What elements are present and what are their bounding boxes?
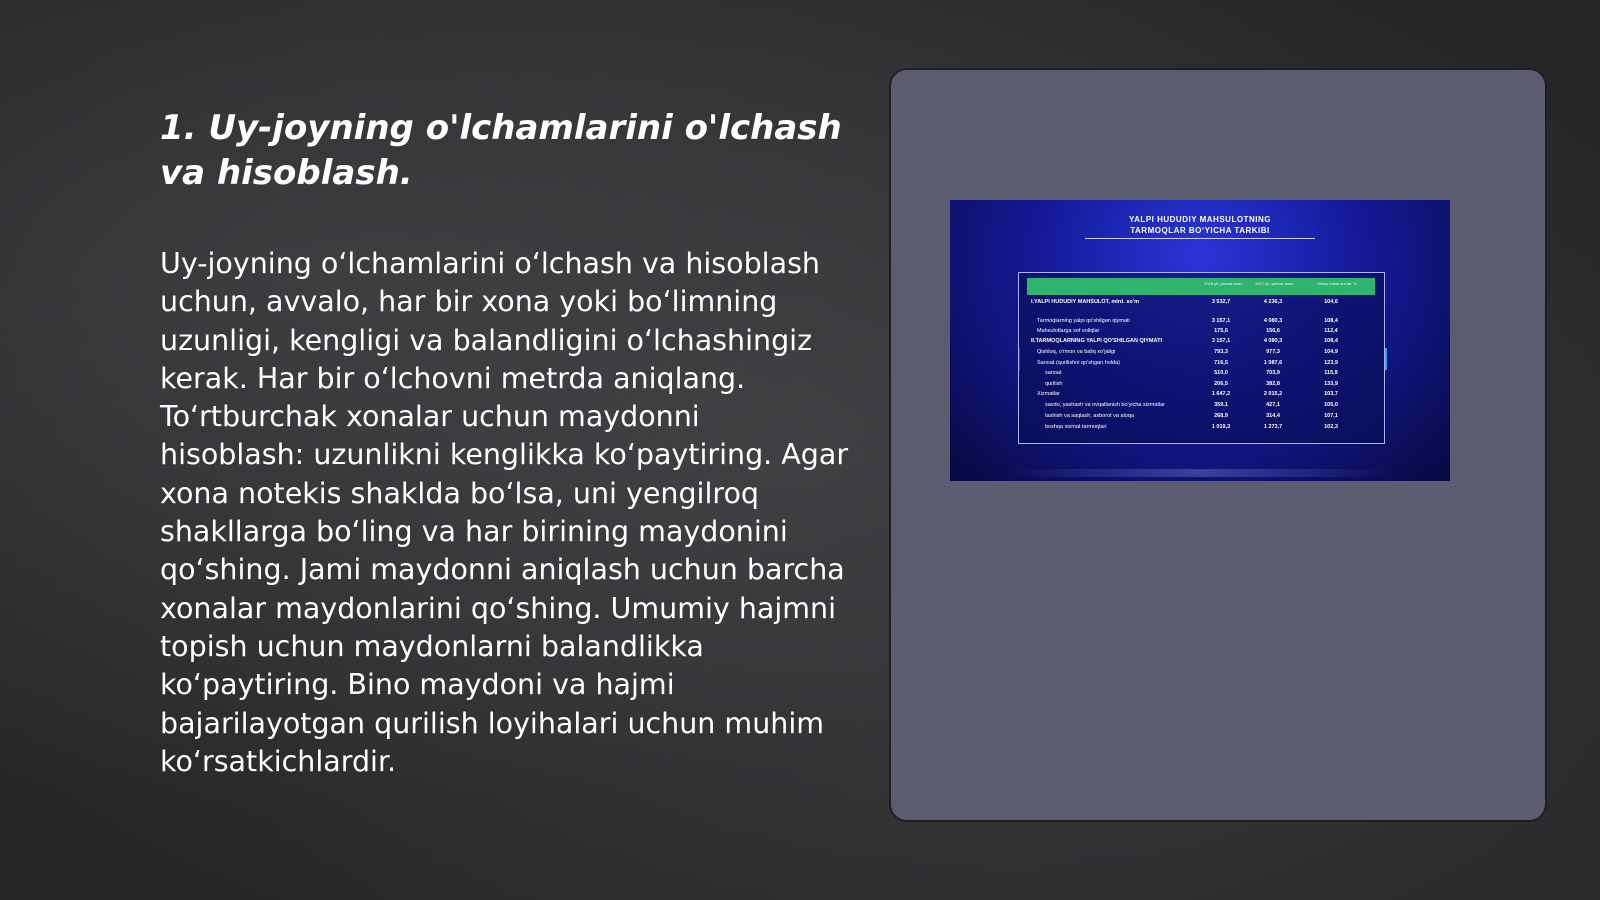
table-row <box>1031 360 1376 370</box>
row-value: 108,4 <box>1324 338 1338 344</box>
table-row <box>1031 402 1376 412</box>
row-value: 102,3 <box>1324 424 1338 430</box>
row-value: 3 157,1 <box>1211 318 1231 324</box>
row-value: 103,7 <box>1324 391 1338 397</box>
row-value: 510,0 <box>1214 370 1228 376</box>
row-value: 716,5 <box>1214 360 1228 366</box>
row-value: 4 080,3 <box>1263 318 1283 324</box>
row-value: 268,9 <box>1214 413 1228 419</box>
table-row <box>1031 424 1376 434</box>
row-value: 977,3 <box>1266 349 1280 355</box>
table-row <box>1031 413 1376 423</box>
column-header: 2016-yil, yanvar-mart <box>1204 281 1242 286</box>
row-label: qurilish <box>1045 381 1063 387</box>
row-label: Sanoat (qurilishni qo'shgan holda) <box>1037 360 1120 366</box>
row-label: Xizmatlar <box>1037 391 1060 397</box>
row-value: 703,9 <box>1266 370 1280 376</box>
row-value: 793,3 <box>1214 349 1228 355</box>
row-value: 105,0 <box>1324 402 1338 408</box>
slide-body-text: Uy-joyning o‘lchamlarini o‘lchash va hisoblash uchun, avvalo, har bir xona yoki bo‘limning uzunligi, kengligi va balandligini o‘lchashingiz kerak. Har bir o‘lchovni metrda aniqlang. To‘rtburchak xonalar uchun maydonni hisoblash: uzunlikni kenglikka ko‘paytiring. Agar xona notekis shaklda bo‘lsa, uni yengilroq shakllarga bo‘ling va har birining maydonini qo‘shing. Jami maydonni aniqlash uchun barcha xonalar maydonlarini qo‘shing. Umumiy hajmni topish uchun maydonlarni balandlikka ko‘paytiring. Bino maydoni va hajmi bajarilayotgan qurilish loyihalari uchun muhim ko‘rsatkichlardir. <box>160 247 849 778</box>
row-value: 175,6 <box>1214 328 1228 334</box>
row-value: 133,9 <box>1324 381 1338 387</box>
row-label: Tarmoqlarning yalpi qo'shilgan qiymati <box>1037 318 1130 324</box>
row-label: Qishloq, o'rmon va baliq xo'jaligi <box>1037 349 1116 355</box>
table-header <box>1027 278 1375 295</box>
row-value: 1 647,2 <box>1211 391 1231 397</box>
screen-accent-right <box>1385 348 1387 370</box>
screen-floor-glow <box>1010 469 1390 477</box>
column-header: Nisbiy o'sish sur'ati, % <box>1317 281 1357 286</box>
table-row <box>1031 299 1376 309</box>
table-row <box>1031 349 1376 359</box>
screen-title <box>950 214 1450 239</box>
row-value: 108,4 <box>1324 318 1338 324</box>
row-label: I.YALPI HUDUDIY MAHSULOT, mlrd. so'm <box>1031 299 1139 305</box>
table-row <box>1031 338 1376 348</box>
row-value: 104,6 <box>1324 299 1338 305</box>
row-value: 427,1 <box>1266 402 1280 408</box>
row-value: 314,4 <box>1266 413 1280 419</box>
row-value: 382,8 <box>1266 381 1280 387</box>
row-label: savdo, yashash va ovqatlanish bo'yicha xizmatlar <box>1045 402 1165 408</box>
table-row <box>1031 318 1376 328</box>
row-value: 4 080,3 <box>1263 338 1283 344</box>
row-value: 123,9 <box>1324 360 1338 366</box>
table-row <box>1031 328 1376 338</box>
row-value: 104,9 <box>1324 349 1338 355</box>
presentation-screen-image <box>950 200 1450 481</box>
screen-title-line1: YALPI HUDUDIY MAHSULOTNING <box>1129 215 1271 224</box>
statistics-table <box>1018 272 1385 444</box>
row-value: 3 532,7 <box>1211 299 1231 305</box>
table-row <box>1031 391 1376 401</box>
screen-title-line2: TARMOQLAR BO‘YICHA TARKIBI <box>1085 225 1315 239</box>
row-label: boshqa xizmat tarmoqlari <box>1045 424 1107 430</box>
row-value: 206,5 <box>1214 381 1228 387</box>
row-value: 115,9 <box>1324 370 1338 376</box>
row-label: II.TARMOQLARNING YALPI QO'SHILGAN QIYMATI <box>1031 338 1162 344</box>
row-value: 107,1 <box>1324 413 1338 419</box>
row-value: 3 157,1 <box>1211 338 1231 344</box>
row-label: tashish va saqlash, axborot va aloqa <box>1045 413 1134 419</box>
slide-title: 1. Uy-joyning o'lchamlarini o'lchash va hisoblash. <box>160 108 842 193</box>
row-value: 156,6 <box>1266 328 1280 334</box>
row-value: 2 015,2 <box>1263 391 1283 397</box>
column-header: 2017-yil, yanvar-mart <box>1255 281 1293 286</box>
row-value: 1 019,3 <box>1211 424 1231 430</box>
row-value: 4 236,3 <box>1263 299 1283 305</box>
row-value: 112,4 <box>1324 328 1338 334</box>
row-label: Mahsulotlarga sof soliqlar <box>1037 328 1100 334</box>
table-row <box>1031 381 1376 391</box>
row-value: 1 273,7 <box>1263 424 1283 430</box>
row-value: 359,1 <box>1214 402 1228 408</box>
row-label: sanoat <box>1045 370 1062 376</box>
row-value: 1 087,6 <box>1263 360 1283 366</box>
table-row <box>1031 370 1376 380</box>
